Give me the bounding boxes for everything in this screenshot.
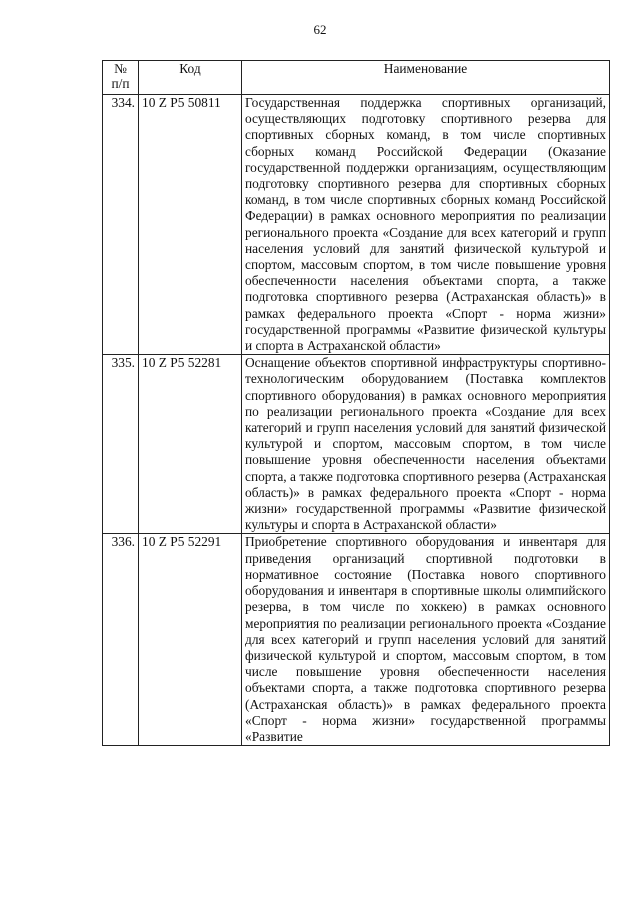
row-code: 10 Z P5 50811	[139, 95, 242, 355]
table-row	[103, 355, 610, 534]
header-code: Код	[139, 61, 242, 95]
table-row	[103, 534, 610, 746]
row-name: Государственная поддержка спортивных организаций, осуществляющих подготовку спортивного резерва для спортивных сборных команд, в том числе спортивных сборных команд Российской Федерации (Оказание государственной поддержки организациям, осуществляющим подготовку спортивного резерва для спортивных сборных команд, в том числе спортивных сборных команд Российской Федерации) в рамках основного мероприятия по реализации регионального проекта «Создание для всех категорий и групп населения условий для занятий физической культурой и спортом, массовым спортом, в том числе повышение уровня обеспеченности населения объектами спорта, а также подготовка спортивного резерва (Астраханская область)» в рамках федерального проекта «Спорт - норма жизни» государственной программы «Развитие физической культуры и спорта в Астраханской области»	[242, 95, 610, 355]
row-code: 10 Z P5 52291	[139, 534, 242, 746]
row-code: 10 Z P5 52281	[139, 355, 242, 534]
row-number: 336.	[103, 534, 139, 746]
header-number-abbrev: п/п	[111, 76, 130, 91]
row-number: 334.	[103, 95, 139, 355]
row-name: Приобретение спортивного оборудования и инвентаря для приведения организаций спортивной подготовки в нормативное состояние (Поставка нового спортивного оборудования и инвентаря в спортивные школы олимпийского резерва, в том числе по хоккею) в рамках основного мероприятия по реализации регионального проекта «Создание для всех категорий и групп населения условий для занятий физической культурой и спортом, массовым спортом, в том числе повышение уровня обеспеченности населения объектами спорта, а также подготовка спортивного резерва (Астраханская область)» в рамках федерального проекта «Спорт - норма жизни» государственной программы «Развитие	[242, 534, 610, 746]
header-name: Наименование	[242, 61, 610, 95]
header-number	[103, 61, 139, 95]
row-name: Оснащение объектов спортивной инфраструктуры спортивно-технологическим оборудованием (Поставка комплектов спортивного оборудования) в рамках основного мероприятия по реализации регионального проекта «Создание для всех категорий и групп населения условий для занятий физической культурой и спортом, массовым спортом, в том числе повышение уровня обеспеченности населения объектами спорта, а также подготовка спортивного резерва (Астраханская область)» в рамках федерального проекта «Спорт - норма жизни» государственной программы «Развитие физической культуры и спорта в Астраханской области»	[242, 355, 610, 534]
row-number: 335.	[103, 355, 139, 534]
table-header-row	[103, 61, 610, 95]
budget-code-table	[102, 60, 610, 746]
header-number-symbol: №	[114, 61, 127, 76]
page-number: 62	[313, 22, 327, 37]
table-row	[103, 95, 610, 355]
